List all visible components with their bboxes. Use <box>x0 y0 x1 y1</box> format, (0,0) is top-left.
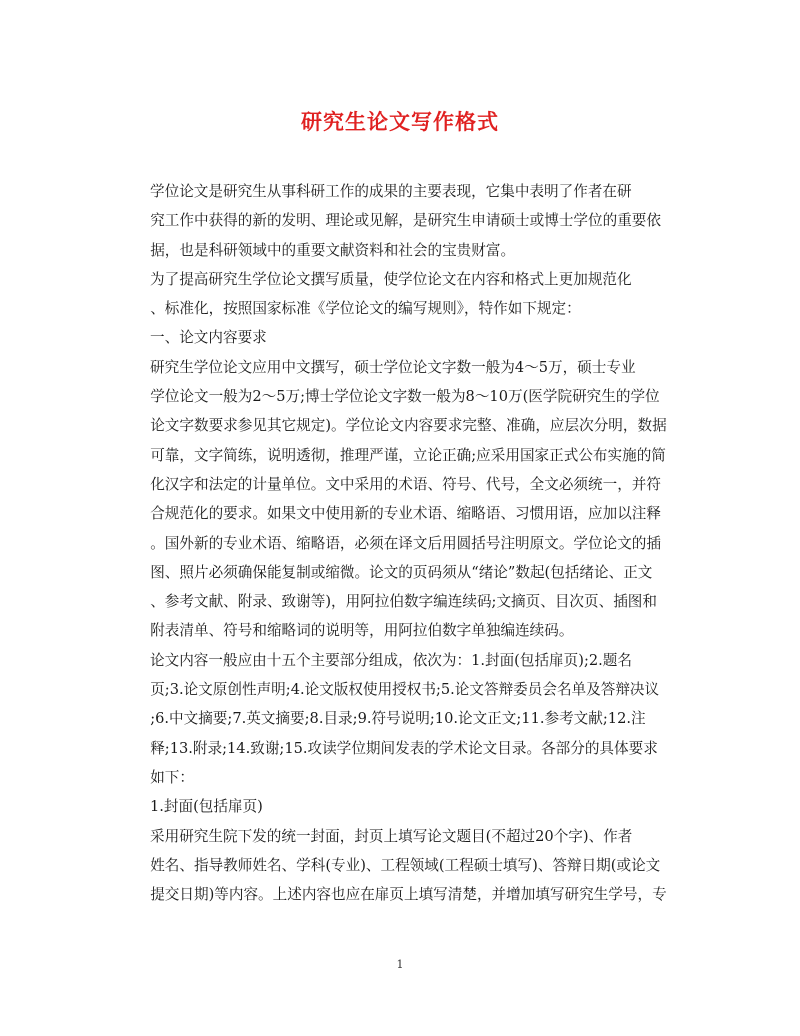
text-line: 可靠，文字简练，说明透彻，推理严谨，立论正确;应采用国家正式公布实施的简 <box>150 446 666 464</box>
text-line: 研究生学位论文应用中文撰写，硕士学位论文字数一般为4～5万，硕士专业 <box>150 358 636 376</box>
text-line: 据，也是科研领域中的重要文献资料和社会的宝贵财富。 <box>150 241 516 259</box>
paragraph-requirements <box>121 353 679 646</box>
text-line: 论文内容一般应由十五个主要部分组成，依次为：1.封面(包括扉页);2.题名 <box>150 651 632 669</box>
text-line: 为了提高研究生学位论文撰写质量，使学位论文在内容和格式上更加规范化 <box>150 270 632 288</box>
document-body <box>121 177 679 909</box>
text-line: 究工作中获得的新的发明、理论或见解，是研究生申请硕士或博士学位的重要依 <box>150 212 661 230</box>
text-line: 、标准化，按照国家标准《学位论文的编写规则》，特作如下规定： <box>150 300 581 318</box>
paragraph-structure <box>121 646 679 792</box>
subheading-cover <box>121 792 679 821</box>
text-line: 采用研究生院下发的统一封面，封页上填写论文题目(不超过20个字)、作者 <box>150 827 633 845</box>
paragraph-purpose <box>121 265 679 324</box>
paragraph-intro <box>121 177 679 265</box>
document-title: 研究生论文写作格式 <box>301 109 499 134</box>
text-line: 如下： <box>150 768 194 786</box>
text-line: 学位论文是研究生从事科研工作的成果的主要表现，它集中表明了作者在研 <box>150 183 632 200</box>
text-line: 化汉字和法定的计量单位。文中采用的术语、符号、代号，全文必须统一，并符 <box>150 475 661 493</box>
text-line: 学位论文一般为2～5万;博士学位论文字数一般为8～10万(医学院研究生的学位 <box>150 388 660 406</box>
section-heading-content-requirements <box>121 323 679 352</box>
page-number: 1 <box>396 958 404 971</box>
text-line: 图、照片必须确保能复制或缩微。论文的页码须从“绪论”数起(包括绪论、正文 <box>150 563 653 581</box>
text-line: 、参考文献、附录、致谢等)，用阿拉伯数字编连续码;文摘页、目次页、插图和 <box>150 593 657 611</box>
text-line: 释;13.附录;14.致谢;15.攻读学位期间发表的学术论文目录。各部分的具体要求 <box>150 739 658 757</box>
text-line: 合规范化的要求。如果文中使用新的专业术语、缩略语、习惯用语，应加以注释 <box>150 505 661 523</box>
text-line: 页;3.论文原创性声明;4.论文版权使用授权书;5.论文答辩委员会名单及答辩决议 <box>150 681 660 699</box>
text-line: 附表清单、符号和缩略词的说明等，用阿拉伯数字单独编连续码。 <box>150 622 574 640</box>
text-line: 提交日期)等内容。上述内容也应在扉页上填写清楚，并增加填写研究生学号，专 <box>150 886 667 904</box>
text-line: ;6.中文摘要;7.英文摘要;8.目录;9.符号说明;10.论文正文;11.参考文献;12.注 <box>150 710 646 728</box>
paragraph-cover <box>121 822 679 910</box>
text-line: 1.封面(包括扉页) <box>150 798 263 816</box>
text-line: 一、论文内容要求 <box>150 329 267 347</box>
text-line: 。国外新的专业术语、缩略语，必须在译文后用圆括号注明原文。学位论文的插 <box>150 534 661 552</box>
text-line: 论文字数要求参见其它规定)。学位论文内容要求完整、准确，应层次分明，数据 <box>150 417 667 435</box>
text-line: 姓名、指导教师姓名、学科(专业)、工程领域(工程硕士填写)、答辩日期(或论文 <box>150 856 661 874</box>
